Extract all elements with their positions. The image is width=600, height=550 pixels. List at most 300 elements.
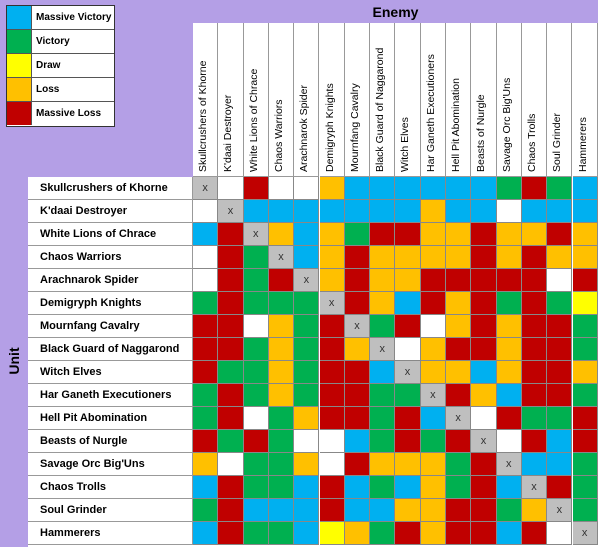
matchup-cell — [573, 407, 598, 430]
matchup-cell — [446, 361, 471, 384]
unit-row-label: Har Ganeth Executioners — [28, 384, 193, 407]
enemy-column-label: Mournfang Cavalry — [348, 83, 361, 172]
matchup-cell — [244, 269, 269, 292]
matchup-cell — [522, 315, 547, 338]
matchup-cell — [421, 499, 446, 522]
matchup-cell — [395, 407, 420, 430]
matchup-cell — [421, 315, 446, 338]
matchup-cell — [421, 476, 446, 499]
enemy-column-header — [573, 23, 598, 177]
enemy-column-header — [446, 23, 471, 177]
matchup-cell — [345, 269, 370, 292]
unit-axis-title: Unit — [6, 347, 22, 375]
matchup-cell — [471, 384, 496, 407]
unit-row-label: Hammerers — [28, 522, 193, 545]
matchup-cell — [269, 522, 294, 545]
legend-swatch — [7, 78, 32, 101]
matchup-cell — [320, 499, 345, 522]
matchup-cell — [294, 246, 319, 269]
matchup-cell — [471, 315, 496, 338]
matchup-cell — [522, 269, 547, 292]
matchup-cell — [269, 338, 294, 361]
matchup-cell — [218, 476, 243, 499]
matchup-cell — [497, 522, 522, 545]
matchup-cell — [218, 177, 243, 200]
enemy-column-header — [497, 23, 522, 177]
matchup-cell — [244, 338, 269, 361]
matchup-cell — [244, 476, 269, 499]
matchup-cell — [446, 269, 471, 292]
matchup-cell — [395, 430, 420, 453]
matchup-cell — [395, 453, 420, 476]
matchup-cell — [522, 177, 547, 200]
matchup-cell — [471, 499, 496, 522]
matchup-cell — [294, 430, 319, 453]
matchup-cell — [269, 453, 294, 476]
matchup-cell — [395, 338, 420, 361]
matchup-cell — [320, 361, 345, 384]
matchup-cell — [471, 200, 496, 223]
matchup-cell — [320, 269, 345, 292]
matchup-cell — [573, 177, 598, 200]
matchup-cell — [446, 246, 471, 269]
matchup-cell — [421, 338, 446, 361]
matchup-cell — [547, 384, 572, 407]
matchup-cell — [269, 384, 294, 407]
matchup-cell — [345, 338, 370, 361]
matchup-cell — [193, 269, 218, 292]
matchup-cell — [497, 246, 522, 269]
matchup-cell — [446, 453, 471, 476]
matchup-cell — [370, 177, 395, 200]
matchup-cell — [421, 223, 446, 246]
matchup-cell — [395, 269, 420, 292]
matchup-cell — [471, 453, 496, 476]
matchup-cell — [547, 407, 572, 430]
matchup-cell — [522, 292, 547, 315]
legend-swatch — [7, 30, 32, 53]
matchup-cell — [395, 246, 420, 269]
legend — [6, 5, 115, 127]
matchup-cell — [446, 177, 471, 200]
header-corner — [0, 0, 193, 177]
matchup-cell — [395, 384, 420, 407]
matchup-cell — [446, 499, 471, 522]
unit-row-label: Savage Orc Big'Uns — [28, 453, 193, 476]
legend-item — [7, 54, 114, 78]
self-matchup-cell: x — [395, 361, 420, 384]
matchup-cell — [395, 476, 420, 499]
matchup-cell — [395, 522, 420, 545]
unit-axis-bar — [0, 177, 28, 547]
matchup-cell — [395, 200, 420, 223]
matchup-cell — [218, 315, 243, 338]
matchup-cell — [320, 338, 345, 361]
matchup-cell — [547, 361, 572, 384]
matchup-cell — [218, 384, 243, 407]
matchup-cell — [193, 384, 218, 407]
matchup-cell — [218, 499, 243, 522]
matchup-cell — [269, 223, 294, 246]
legend-label: Massive Victory — [36, 12, 112, 23]
matchup-cell — [218, 522, 243, 545]
matchup-cell — [193, 430, 218, 453]
matchup-cell — [446, 292, 471, 315]
matchup-cell — [294, 361, 319, 384]
matchup-cell — [547, 200, 572, 223]
matchup-cell — [193, 407, 218, 430]
legend-label: Draw — [36, 60, 61, 71]
matchup-cell — [244, 407, 269, 430]
matchup-cell — [471, 476, 496, 499]
enemy-column-header — [421, 23, 446, 177]
matchup-cell — [547, 223, 572, 246]
matchup-cell — [497, 338, 522, 361]
enemy-column-header — [471, 23, 496, 177]
enemy-column-header — [193, 23, 218, 177]
matchup-cell — [522, 453, 547, 476]
matchup-cell — [370, 315, 395, 338]
matchup-cell — [522, 361, 547, 384]
matchup-cell — [370, 453, 395, 476]
self-matchup-cell: x — [497, 453, 522, 476]
unit-row-label: Arachnarok Spider — [28, 269, 193, 292]
matchup-cell — [294, 499, 319, 522]
legend-swatch — [7, 54, 32, 77]
matchup-cell — [547, 453, 572, 476]
matchup-cell — [269, 315, 294, 338]
matchup-cell — [244, 522, 269, 545]
matchup-cell — [471, 223, 496, 246]
matchup-cell — [497, 430, 522, 453]
matchup-cell — [218, 407, 243, 430]
matchup-cell — [244, 200, 269, 223]
matchup-cell — [320, 246, 345, 269]
matchup-cell — [497, 499, 522, 522]
matchup-cell — [471, 269, 496, 292]
matchup-cell — [320, 200, 345, 223]
matchup-cell — [294, 522, 319, 545]
matchup-cell — [193, 499, 218, 522]
matchup-cell — [446, 338, 471, 361]
matchup-cell — [370, 522, 395, 545]
matchup-cell — [294, 177, 319, 200]
matchup-cell — [497, 384, 522, 407]
enemy-column-label: Chaos Trolls — [525, 113, 538, 172]
unit-row-label: White Lions of Chrace — [28, 223, 193, 246]
matchup-cell — [370, 361, 395, 384]
matchup-cell — [269, 476, 294, 499]
matchup-cell — [522, 499, 547, 522]
enemy-column-label: Chaos Warriors — [272, 99, 285, 172]
matchup-cell — [471, 407, 496, 430]
matchup-cell — [522, 407, 547, 430]
self-matchup-cell: x — [320, 292, 345, 315]
matchup-cell — [320, 522, 345, 545]
matchup-cell — [345, 499, 370, 522]
enemy-column-label: Hammerers — [576, 117, 589, 172]
matchup-cell — [345, 177, 370, 200]
matchup-cell — [370, 430, 395, 453]
matchup-cell — [522, 338, 547, 361]
matchup-cell — [345, 384, 370, 407]
matchup-cell — [547, 522, 572, 545]
matchup-cell — [370, 499, 395, 522]
matchup-cell — [547, 177, 572, 200]
legend-item — [7, 30, 114, 54]
matchup-cell — [573, 292, 598, 315]
matchup-cell — [269, 177, 294, 200]
self-matchup-cell: x — [244, 223, 269, 246]
matchup-cell — [421, 269, 446, 292]
matchup-cell — [294, 453, 319, 476]
matchup-cell — [370, 269, 395, 292]
matchup-cell — [446, 223, 471, 246]
matchup-cell — [345, 476, 370, 499]
matchup-cell — [446, 476, 471, 499]
matchup-cell — [522, 384, 547, 407]
matchup-cell — [294, 200, 319, 223]
matchup-cell — [269, 499, 294, 522]
legend-item — [7, 102, 114, 125]
matchup-cell — [573, 246, 598, 269]
matchup-cell — [573, 476, 598, 499]
enemy-column-header — [395, 23, 420, 177]
matchup-cell — [269, 361, 294, 384]
matchup-cell — [320, 407, 345, 430]
matchup-cell — [370, 246, 395, 269]
enemy-column-header — [244, 23, 269, 177]
matchup-cell — [547, 476, 572, 499]
matchup-cell — [421, 522, 446, 545]
matchup-cell — [573, 200, 598, 223]
matchup-cell — [269, 407, 294, 430]
matchup-cell — [218, 223, 243, 246]
enemy-column-label: Arachnarok Spider — [298, 85, 311, 172]
matchup-cell — [421, 246, 446, 269]
matchup-cell — [244, 315, 269, 338]
matchup-cell — [244, 292, 269, 315]
enemy-column-header — [269, 23, 294, 177]
matchup-cell — [421, 430, 446, 453]
matchup-cell — [421, 177, 446, 200]
matchup-cell — [471, 246, 496, 269]
enemy-column-header — [320, 23, 345, 177]
matchup-cell — [320, 430, 345, 453]
matchup-cell — [573, 384, 598, 407]
matchup-cell — [547, 269, 572, 292]
matchup-cell — [421, 361, 446, 384]
self-matchup-cell: x — [193, 177, 218, 200]
matchup-cell — [345, 430, 370, 453]
matchup-cell — [294, 476, 319, 499]
matchup-cell — [497, 200, 522, 223]
matchup-cell — [345, 246, 370, 269]
matchup-cell — [345, 522, 370, 545]
matchup-cell — [320, 384, 345, 407]
enemy-column-label: Har Ganeth Executioners — [424, 54, 437, 172]
matchup-cell — [471, 522, 496, 545]
matchup-cell — [497, 223, 522, 246]
enemy-column-header — [370, 23, 395, 177]
matchup-cell — [345, 361, 370, 384]
matchup-cell — [345, 407, 370, 430]
matchup-cell — [320, 453, 345, 476]
matchup-cell — [497, 361, 522, 384]
matchup-cell — [370, 407, 395, 430]
matchup-cell — [497, 407, 522, 430]
matchup-cell — [218, 453, 243, 476]
matchup-cell — [471, 292, 496, 315]
matchup-cell — [446, 430, 471, 453]
unit-row-label: Hell Pit Abomination — [28, 407, 193, 430]
matchup-cell — [497, 177, 522, 200]
matchup-cell — [218, 338, 243, 361]
matchup-cell — [320, 315, 345, 338]
matchup-cell — [193, 476, 218, 499]
matchup-cell — [370, 292, 395, 315]
matchup-cell — [244, 453, 269, 476]
self-matchup-cell: x — [446, 407, 471, 430]
legend-label: Victory — [36, 36, 70, 47]
matchup-cell — [370, 384, 395, 407]
matchup-cell — [345, 292, 370, 315]
matchup-cell — [218, 361, 243, 384]
matchup-cell — [269, 200, 294, 223]
unit-row-label: Demigryph Knights — [28, 292, 193, 315]
matchup-cell — [244, 246, 269, 269]
enemy-column-header — [547, 23, 572, 177]
unit-row-label: Chaos Warriors — [28, 246, 193, 269]
matchup-cell — [522, 223, 547, 246]
matchup-cell — [193, 223, 218, 246]
matchup-cell — [573, 269, 598, 292]
matchup-cell — [395, 223, 420, 246]
matchup-cell — [345, 200, 370, 223]
matchup-cell — [294, 315, 319, 338]
self-matchup-cell: x — [218, 200, 243, 223]
matchup-cell — [193, 453, 218, 476]
matchup-cell — [244, 384, 269, 407]
unit-row-label: Chaos Trolls — [28, 476, 193, 499]
matchup-cell — [573, 499, 598, 522]
self-matchup-cell: x — [522, 476, 547, 499]
matchup-cell — [573, 453, 598, 476]
self-matchup-cell: x — [573, 522, 598, 545]
matchup-cell — [522, 246, 547, 269]
matchup-cell — [294, 384, 319, 407]
matchup-cell — [395, 499, 420, 522]
matchup-cell — [218, 269, 243, 292]
legend-label: Loss — [36, 84, 60, 95]
matchup-cell — [269, 430, 294, 453]
self-matchup-cell: x — [294, 269, 319, 292]
matchup-cell — [193, 315, 218, 338]
matchup-cell — [471, 177, 496, 200]
matchup-cell — [294, 407, 319, 430]
matchup-cell — [244, 177, 269, 200]
matchup-cell — [471, 361, 496, 384]
enemy-column-label: Beasts of Nurgle — [475, 94, 488, 172]
matchup-cell — [269, 269, 294, 292]
self-matchup-cell: x — [471, 430, 496, 453]
matchup-cell — [547, 292, 572, 315]
enemy-column-label: White Lions of Chrace — [247, 68, 260, 172]
matchup-cell — [446, 384, 471, 407]
unit-row-label: Beasts of Nurgle — [28, 430, 193, 453]
matchup-cell — [573, 361, 598, 384]
matchup-cell — [471, 338, 496, 361]
enemy-column-label: K'daai Destroyer — [222, 94, 235, 172]
matchup-cell — [244, 361, 269, 384]
matchup-cell — [446, 315, 471, 338]
legend-item — [7, 6, 114, 30]
matchup-cell — [244, 499, 269, 522]
matchup-cell — [573, 223, 598, 246]
matchup-cell — [522, 430, 547, 453]
matchup-cell — [370, 476, 395, 499]
unit-row-label: Mournfang Cavalry — [28, 315, 193, 338]
matchup-cell — [218, 246, 243, 269]
matchup-cell — [218, 292, 243, 315]
self-matchup-cell: x — [370, 338, 395, 361]
self-matchup-cell: x — [547, 499, 572, 522]
matchup-cell — [497, 269, 522, 292]
matchup-cell — [193, 338, 218, 361]
matchup-cell — [395, 177, 420, 200]
enemy-column-label: Black Guard of Naggarond — [374, 47, 387, 172]
matchup-cell — [193, 200, 218, 223]
matchup-cell — [244, 430, 269, 453]
matchup-cell — [320, 476, 345, 499]
matchup-cell — [547, 315, 572, 338]
unit-row-label: Witch Elves — [28, 361, 193, 384]
matchup-cell — [294, 223, 319, 246]
matchup-cell — [370, 223, 395, 246]
enemy-column-label: Witch Elves — [399, 117, 412, 172]
matchup-cell — [522, 522, 547, 545]
legend-label: Massive Loss — [36, 108, 102, 119]
matchup-cell — [345, 453, 370, 476]
enemy-column-header — [218, 23, 243, 177]
matchup-cell — [294, 292, 319, 315]
matchup-cell — [395, 315, 420, 338]
matchup-cell — [193, 246, 218, 269]
unit-row-label: Soul Grinder — [28, 499, 193, 522]
matchup-cell — [547, 338, 572, 361]
matchup-cell — [345, 223, 370, 246]
legend-swatch — [7, 6, 32, 29]
unit-row-label: Black Guard of Naggarond — [28, 338, 193, 361]
matchup-cell — [497, 476, 522, 499]
matchup-cell — [421, 407, 446, 430]
matchup-cell — [522, 200, 547, 223]
matchup-cell — [269, 292, 294, 315]
legend-swatch — [7, 102, 32, 125]
matchup-cell — [497, 292, 522, 315]
enemy-column-label: Hell Pit Abomination — [450, 78, 462, 172]
enemy-column-label: Savage Orc Big'Uns — [500, 77, 513, 172]
legend-item — [7, 78, 114, 102]
matchup-cell — [497, 315, 522, 338]
enemy-column-label: Demigryph Knights — [323, 83, 336, 172]
self-matchup-cell: x — [269, 246, 294, 269]
matchup-cell — [193, 292, 218, 315]
matchup-cell — [193, 361, 218, 384]
self-matchup-cell: x — [421, 384, 446, 407]
matchup-cell — [320, 177, 345, 200]
enemy-column-header — [522, 23, 547, 177]
